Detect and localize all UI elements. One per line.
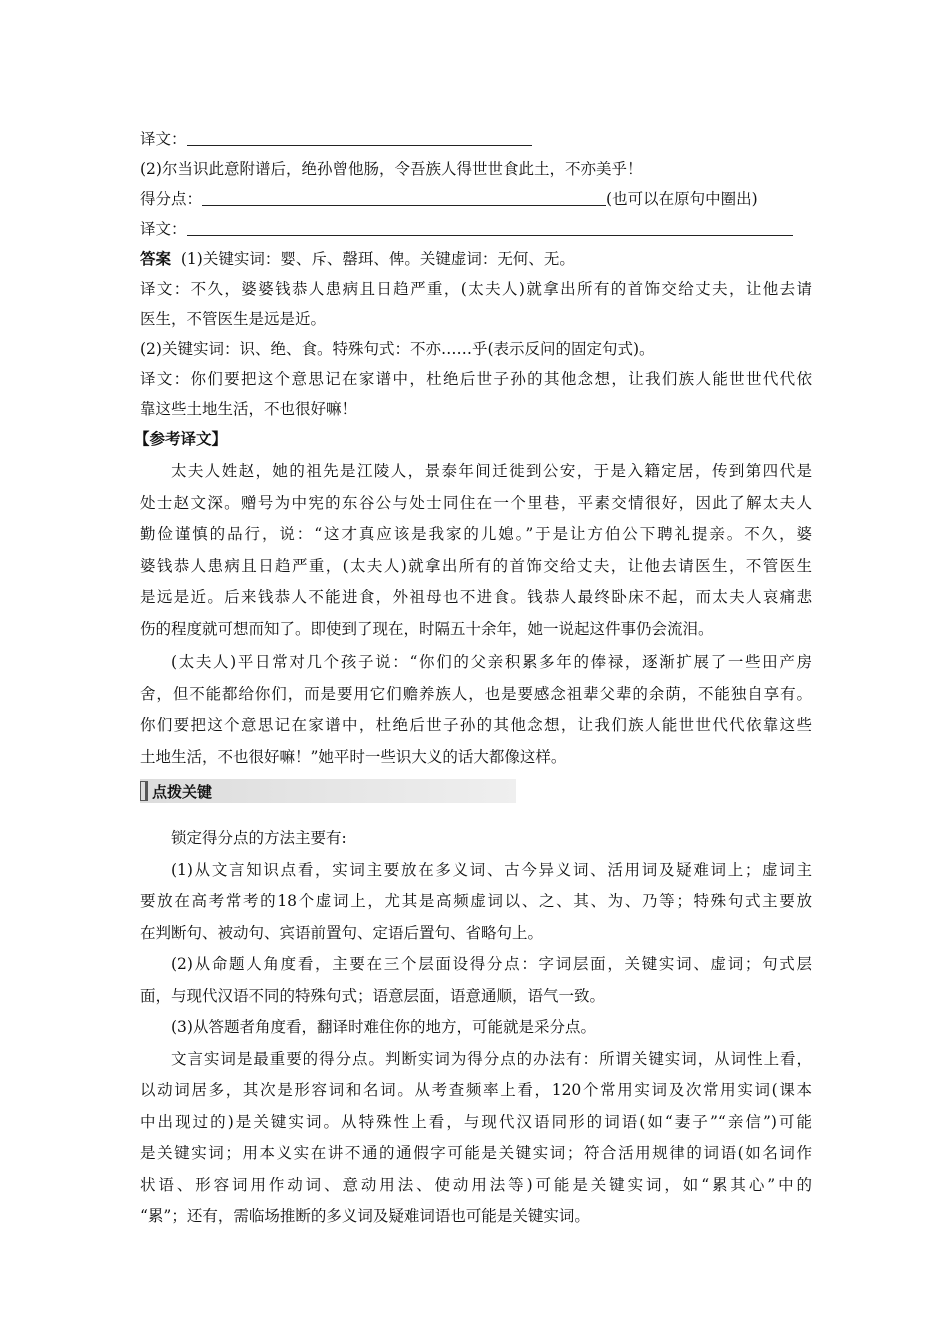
- text-line: (3)从答题者角度看，翻译时难住你的地方，可能就是采分点。: [171, 1018, 596, 1036]
- question-2: (2)尔当识此意附谱后，绝孙曾他肠，令吾族人得世世食此土，不亦美乎！: [140, 160, 643, 178]
- text-line: 是远是近。后来钱恭人不能进食，外祖母也不进食。钱恭人最终卧床不起，而太夫人哀痛悲: [140, 588, 812, 606]
- reference-paragraph-1: [140, 456, 812, 645]
- key-intro: 锁定得分点的方法主要有:: [171, 829, 347, 847]
- translation-line-2: [140, 214, 812, 244]
- key-points-banner: [140, 779, 516, 803]
- score-points-blank[interactable]: [202, 187, 606, 206]
- text-line: 伤的程度就可想而知了。即使到了现在，时隔五十余年，她一说起这件事仍会流泪。: [140, 619, 714, 638]
- text-line: 土地生活，不也很好嘛！”她平时一些识大义的话大都像这样。: [140, 747, 567, 766]
- document-page: [134, 124, 812, 1233]
- text-line: 你们要把这个意思记在家谱中，杜绝后世子孙的其他念想，让我们族人能世世代代依靠这些: [140, 716, 812, 734]
- text-line: 勤俭谨慎的品行，说：“这才真应该是我家的儿媳。”于是让方伯公下聘礼提亲。不久，婆: [140, 525, 812, 543]
- reference-title: 【参考译文】: [134, 430, 228, 448]
- answer-label: 答案: [140, 250, 172, 268]
- text-line: 太夫人姓赵，她的祖先是江陵人，景泰年间迁徙到公安，于是入籍定居，传到第四代是: [171, 462, 812, 480]
- text-line: 文言实词是最重要的得分点。判断实词为得分点的办法有：所谓关键实词，从词性上看，: [171, 1049, 812, 1068]
- answer-line-5: 译文：你们要把这个意思记在家谱中，杜绝后世子孙的其他念想，让我们族人能世世代代依: [140, 370, 812, 388]
- text-line: (1)从文言知识点看，实词主要放在多义词、古今异义词、活用词及疑难词上；虚词主: [171, 860, 812, 879]
- banner-marker-icon: [140, 781, 148, 801]
- text-line: 面，与现代汉语不同的特殊句式；语意层面，语意通顺，语气一致。: [140, 986, 606, 1005]
- reference-paragraph-2: [140, 647, 812, 773]
- text-line: 以动词居多，其次是形容词和名词。从考查频率上看，120个常用实词及次常用实词(课本: [140, 1081, 812, 1099]
- answer-line-4: (2)关键实词：识、绝、食。特殊句式：不亦……乎(表示反问的固定句式)。: [140, 340, 655, 358]
- answer-line-3: 医生，不管医生是远是近。: [140, 310, 327, 328]
- text-line: 处士赵文深。赠号为中宪的东谷公与处士同住在一个里巷，平素交情很好，因此了解太夫人: [140, 493, 812, 512]
- text-line: 舍，但不能都给你们，而是要用它们赡养族人，也是要感念祖辈父辈的余荫，不能独自享有。: [140, 684, 812, 703]
- text-line: (太夫人)平日常对几个孩子说：“你们的父亲积累多年的俸禄，逐渐扩展了一些田产房: [171, 653, 812, 671]
- answer-blank[interactable]: [187, 127, 532, 146]
- text-line: 中出现过的)是关键实词。从特殊性上看，与现代汉语同形的词语(如“妻子”“亲信”)可能: [140, 1112, 812, 1131]
- text-line: 婆钱恭人患病且日趋严重，(太夫人)就拿出所有的首饰交给丈夫，让他去请医生，不管医生: [140, 556, 812, 575]
- key-points-content: [140, 823, 812, 1233]
- score-points-line: [140, 184, 812, 214]
- text-line: 状语、形容词用作动词、意动用法、使动用法等)可能是关键实词，如“累其心”中的: [140, 1175, 812, 1194]
- answer-text: (1)关键实词：婴、斥、罄珥、俾。关键虚词：无何、无。: [180, 250, 575, 268]
- answer-line-6: 靠这些土地生活，不也很好嘛！: [140, 400, 358, 418]
- translation-label: 译文：: [140, 130, 187, 148]
- text-line: 在判断句、被动句、宾语前置句、定语后置句、省略句上。: [140, 923, 544, 942]
- answer-line-1: [140, 244, 812, 274]
- text-line: (2)从命题人角度看，主要在三个层面设得分点：字词层面，关键实词、虚词；句式层: [171, 955, 812, 973]
- answer-line-2: 译文：不久，婆婆钱恭人患病且日趋严重，(太夫人)就拿出所有的首饰交给丈夫，让他去请: [140, 280, 812, 298]
- translation-label: 译文：: [140, 220, 187, 238]
- score-points-hint: (也可以在原句中圈出): [606, 190, 758, 208]
- text-line: “累”；还有，需临场推断的多义词及疑难词语也可能是关键实词。: [140, 1207, 590, 1225]
- key-points-title: 点拨关键: [152, 782, 213, 801]
- answer-blank[interactable]: [187, 217, 793, 236]
- translation-line-1: [140, 124, 812, 154]
- score-points-label: 得分点：: [140, 190, 203, 208]
- text-line: 是关键实词；用本义实在讲不通的通假字可能是关键实词；符合活用规律的词语(如名词作: [140, 1144, 812, 1162]
- text-line: 要放在高考常考的18个虚词上，尤其是高频虚词以、之、其、为、乃等；特殊句式主要放: [140, 892, 812, 910]
